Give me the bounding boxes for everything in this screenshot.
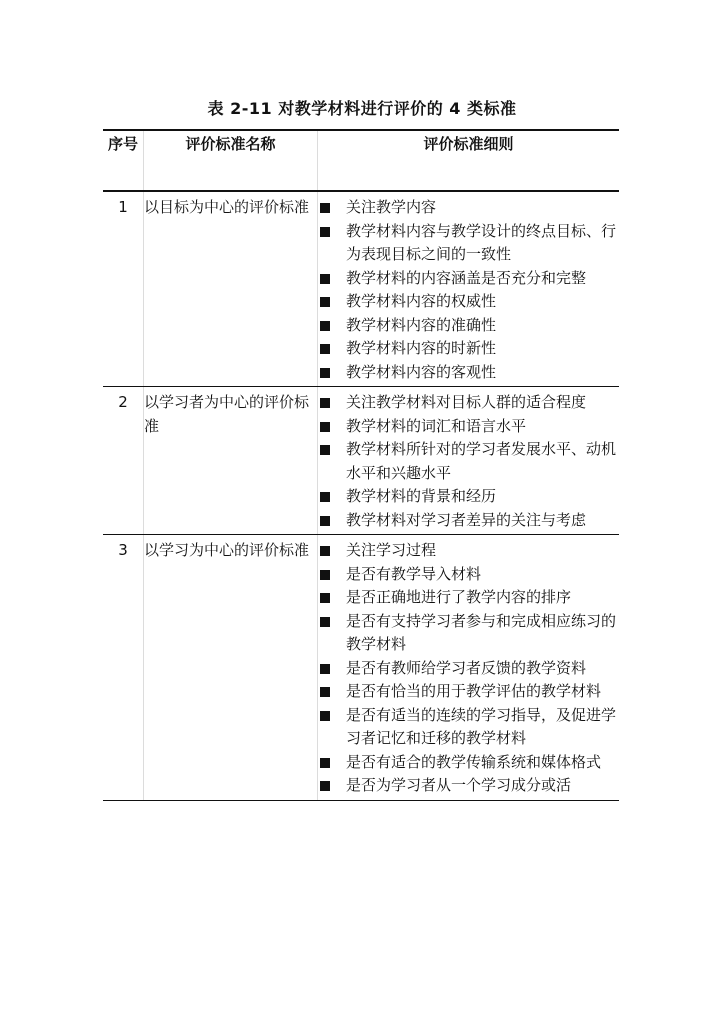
- list-item: [318, 751, 619, 775]
- square-bullet-icon: [320, 368, 330, 378]
- header-detail: 评价标准细则: [318, 130, 620, 191]
- criterion-list: [318, 391, 619, 532]
- list-item: [318, 314, 619, 338]
- criterion-name: 以学习者为中心的评价标准: [144, 387, 318, 535]
- list-item: [318, 267, 619, 291]
- square-bullet-icon: [320, 422, 330, 432]
- list-item-text: 是否有支持学习者参与和完成相应练习的教学材料: [346, 611, 617, 653]
- list-item-text: 教学材料所针对的学习者发展水平、动机水平和兴趣水平: [346, 440, 617, 482]
- list-item: [318, 509, 619, 533]
- criterion-details: [318, 387, 620, 535]
- list-item: [318, 391, 619, 415]
- square-bullet-icon: [320, 617, 330, 627]
- square-bullet-icon: [320, 593, 330, 603]
- square-bullet-icon: [320, 546, 330, 556]
- table-row: [103, 191, 619, 387]
- list-item-text: 关注教学材料对目标人群的适合程度: [346, 393, 587, 411]
- square-bullet-icon: [320, 492, 330, 502]
- list-item: [318, 196, 619, 220]
- square-bullet-icon: [320, 203, 330, 213]
- list-item: [318, 704, 619, 751]
- square-bullet-icon: [320, 274, 330, 284]
- list-item: [318, 361, 619, 385]
- list-item-text: 教学材料内容的时新性: [346, 339, 497, 357]
- square-bullet-icon: [320, 570, 330, 580]
- square-bullet-icon: [320, 687, 330, 697]
- list-item-text: 教学材料内容的客观性: [346, 362, 497, 381]
- criteria-table: [103, 129, 619, 801]
- table-row: [103, 387, 619, 535]
- square-bullet-icon: [320, 516, 330, 526]
- table-body: [103, 191, 619, 800]
- criterion-details: [318, 535, 620, 801]
- list-item: [318, 438, 619, 485]
- list-item: [318, 680, 619, 704]
- list-item-text: 教学材料内容的权威性: [346, 292, 497, 310]
- header-row: [103, 130, 619, 191]
- table-row: [103, 535, 619, 801]
- list-item: [318, 337, 619, 361]
- list-item-text: 教学材料的内容涵盖是否充分和完整: [346, 268, 587, 287]
- square-bullet-icon: [320, 344, 330, 354]
- square-bullet-icon: [320, 664, 330, 674]
- square-bullet-icon: [320, 227, 330, 237]
- list-item: [318, 415, 619, 439]
- square-bullet-icon: [320, 321, 330, 331]
- table-caption: 表 2-11 对教学材料进行评价的 4 类标准: [207, 99, 517, 118]
- list-item-text: 是否有恰当的用于教学评估的教学材料: [346, 682, 602, 700]
- list-item-text: 是否有适合的教学传输系统和媒体格式: [346, 752, 602, 771]
- list-item-text: 教学材料内容的准确性: [346, 315, 497, 334]
- list-item-text: 关注学习过程: [346, 541, 437, 559]
- square-bullet-icon: [320, 445, 330, 455]
- criterion-name: 以目标为中心的评价标准: [144, 191, 318, 387]
- criterion-name: 以学习为中心的评价标准: [144, 535, 318, 801]
- list-item-text: 是否正确地进行了教学内容的排序: [346, 588, 572, 606]
- list-item-text: 教学材料内容与教学设计的终点目标、行为表现目标之间的一致性: [346, 221, 617, 263]
- list-item-text: 是否有教师给学习者反馈的教学资料: [346, 658, 587, 677]
- list-item: [318, 539, 619, 563]
- list-item-text: 教学材料的背景和经历: [346, 487, 497, 505]
- criterion-details: [318, 191, 620, 387]
- row-number: 2: [103, 387, 144, 535]
- square-bullet-icon: [320, 297, 330, 307]
- header-name: 评价标准名称: [144, 130, 318, 191]
- list-item: [318, 290, 619, 314]
- row-number: 1: [103, 191, 144, 387]
- list-item-text: 是否为学习者从一个学习成分或活: [346, 776, 572, 794]
- list-item: [318, 485, 619, 509]
- list-item-text: 是否有适当的连续的学习指导，及促进学习者记忆和迁移的教学材料: [346, 705, 617, 747]
- criterion-list: [318, 539, 619, 798]
- header-num: 序号: [103, 130, 144, 191]
- row-number: 3: [103, 535, 144, 801]
- list-item: [318, 563, 619, 587]
- square-bullet-icon: [320, 758, 330, 768]
- list-item-text: 关注教学内容: [346, 198, 437, 216]
- list-item: [318, 774, 619, 798]
- list-item-text: 教学材料对学习者差异的关注与考虑: [346, 510, 587, 529]
- square-bullet-icon: [320, 398, 330, 408]
- square-bullet-icon: [320, 781, 330, 791]
- list-item: [318, 610, 619, 657]
- square-bullet-icon: [320, 711, 330, 721]
- list-item-text: 是否有教学导入材料: [346, 564, 482, 583]
- list-item: [318, 657, 619, 681]
- list-item: [318, 220, 619, 267]
- list-item: [318, 586, 619, 610]
- list-item-text: 教学材料的词汇和语言水平: [346, 416, 527, 435]
- criterion-list: [318, 196, 619, 384]
